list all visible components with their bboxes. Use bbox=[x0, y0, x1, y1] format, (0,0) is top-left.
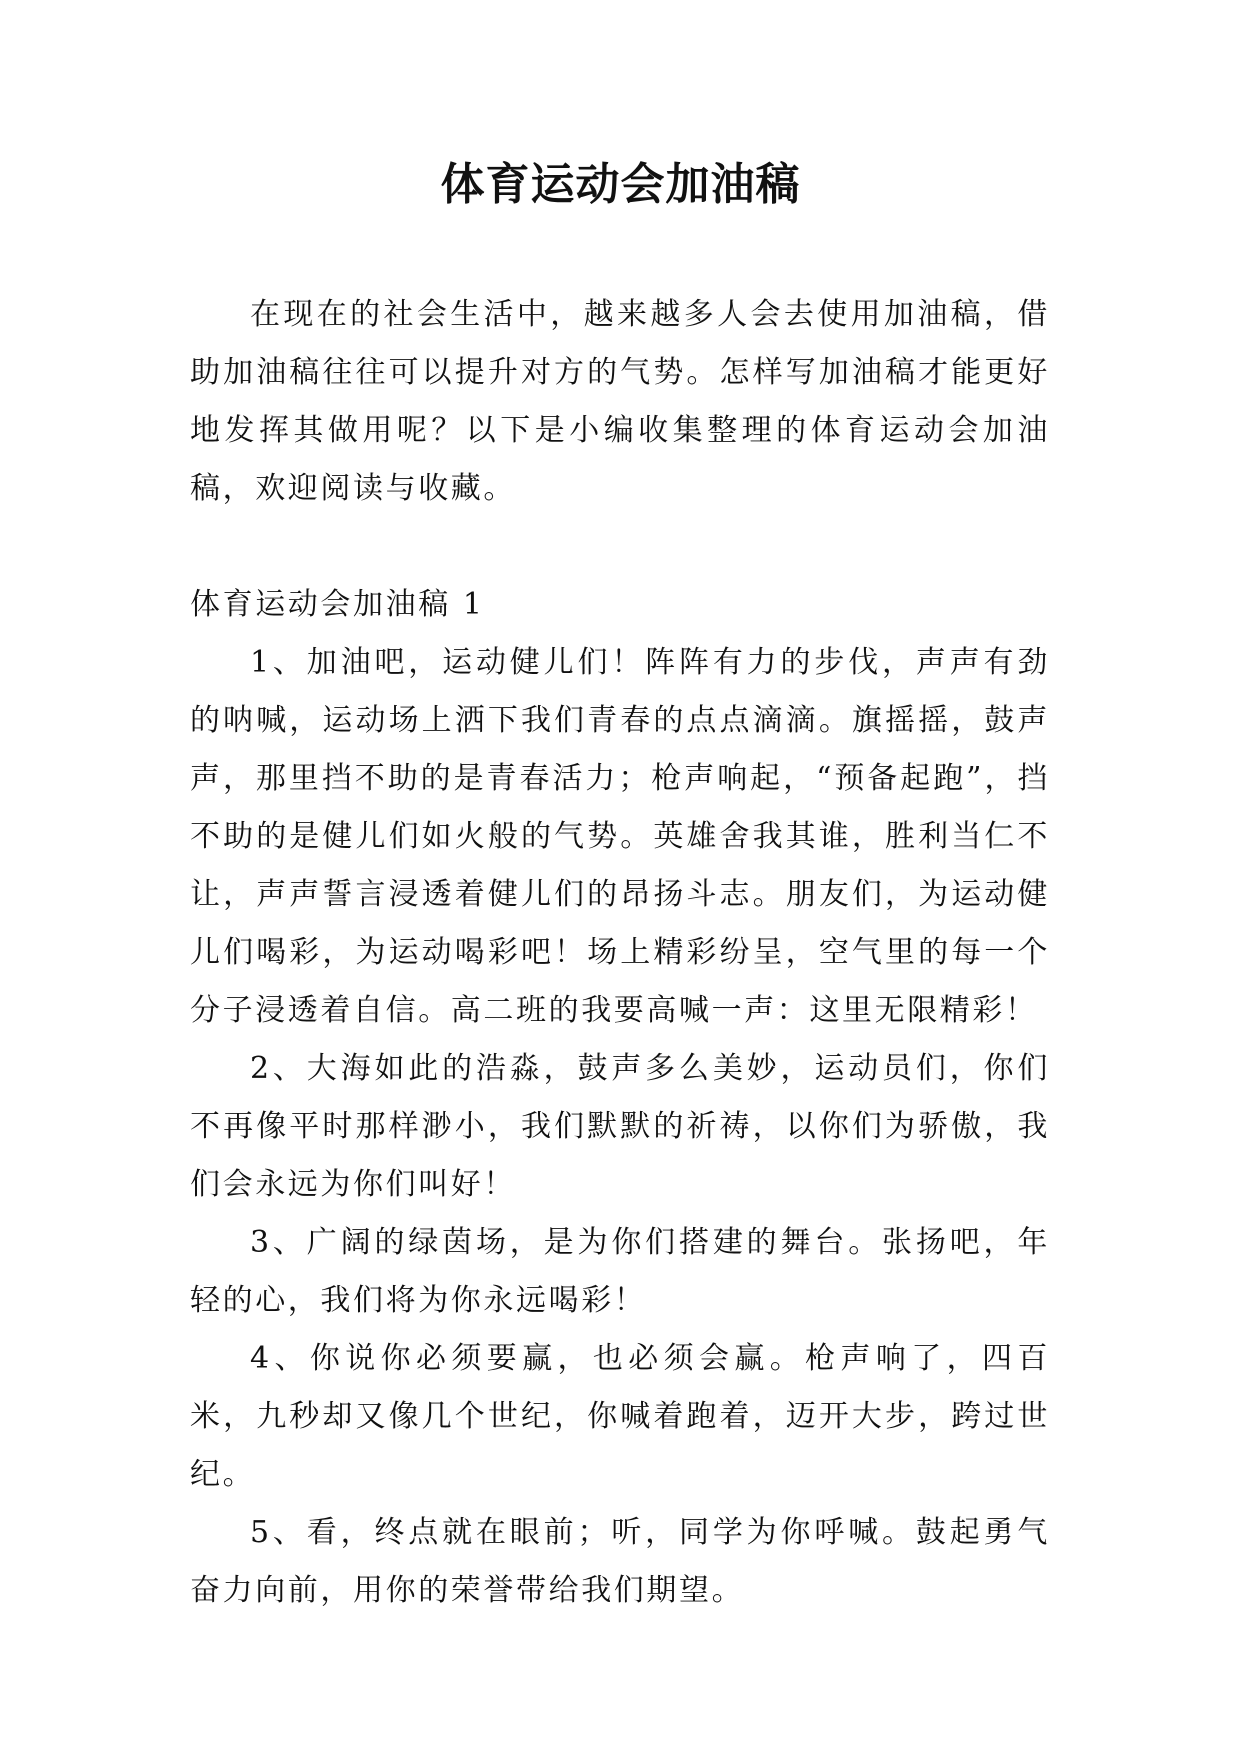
body-paragraph-4: 4、你说你必须要赢，也必须会赢。枪声响了，四百米，九秒却又像几个世纪，你喊着跑着，迈开大步，跨过世纪。 bbox=[190, 1341, 1050, 1492]
document-body bbox=[190, 286, 1050, 1620]
document-title: 体育运动会加油稿 bbox=[440, 159, 801, 210]
intro-paragraph: 在现在的社会生活中，越来越多人会去使用加油稿，借助加油稿往往可以提升对方的气势。怎样写加油稿才能更好地发挥其做用呢？以下是小编收集整理的体育运动会加油稿，欢迎阅读与收藏。 bbox=[190, 297, 1050, 506]
paragraph-spacer bbox=[190, 518, 1050, 576]
section-title: 体育运动会加油稿 1 bbox=[190, 587, 485, 622]
body-paragraph-3: 3、广阔的绿茵场，是为你们搭建的舞台。张扬吧，年轻的心，我们将为你永远喝彩！ bbox=[190, 1225, 1050, 1318]
body-paragraph-2: 2、大海如此的浩淼，鼓声多么美妙，运动员们，你们不再像平时那样渺小，我们默默的祈祷，以你们为骄傲，我们会永远为你们叫好！ bbox=[190, 1051, 1050, 1202]
body-paragraph-1: 1、加油吧，运动健儿们！阵阵有力的步伐，声声有劲的呐喊，运动场上洒下我们青春的点点滴滴。旗摇摇，鼓声声，那里挡不助的是青春活力；枪声响起，“预备起跑”，挡不助的是健儿们如火般的气势。英雄舍我其谁，胜利当仁不让，声声誓言浸透着健儿们的昂扬斗志。朋友们，为运动健儿们喝彩，为运动喝彩吧！场上精彩纷呈，空气里的每一个分子浸透着自信。高二班的我要高喊一声：这里无限精彩！ bbox=[190, 645, 1050, 1028]
body-paragraph-5: 5、看，终点就在眼前；听，同学为你呼喊。鼓起勇气奋力向前，用你的荣誉带给我们期望。 bbox=[190, 1515, 1050, 1608]
